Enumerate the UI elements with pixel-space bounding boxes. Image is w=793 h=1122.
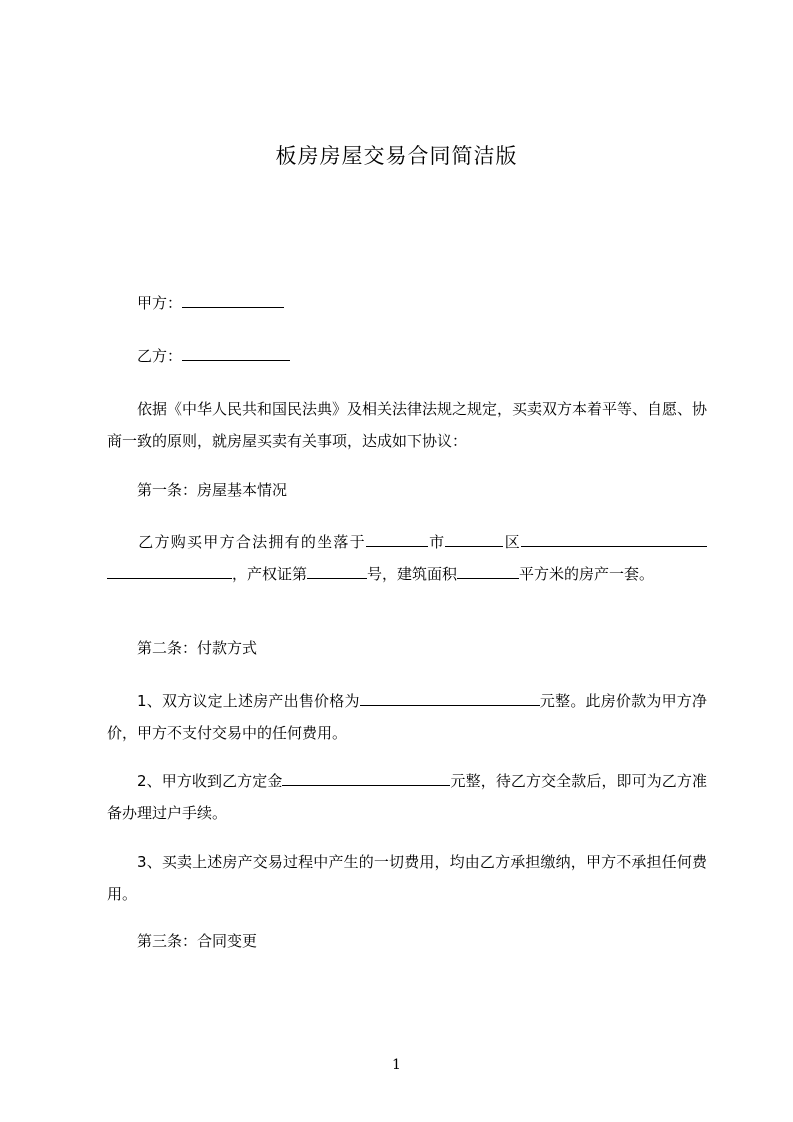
article2-item1: 1、双方议定上述房产出售价格为 元整。此房价款为甲方净价，甲方不支付交易中的任何费用。 — [107, 692, 707, 742]
article3-heading: 第三条：合同变更 — [137, 932, 258, 950]
party-b-label: 乙方： — [137, 347, 183, 365]
document-title: 板房房屋交易合同简洁版 — [275, 144, 518, 168]
party-a-blank — [182, 292, 284, 308]
city-blank — [366, 531, 428, 547]
deposit-blank — [282, 770, 450, 786]
party-b-line — [137, 345, 290, 366]
party-a-label: 甲方： — [137, 294, 183, 312]
page-number: 1 — [392, 1057, 401, 1073]
article1-heading: 第一条：房屋基本情况 — [137, 481, 288, 499]
price-blank — [360, 690, 540, 706]
preamble-text: 依据《中华人民共和国民法典》及相关法律法规之规定，买卖双方本着平等、自愿、协商一致的原则，就房屋买卖有关事项，达成如下协议： — [107, 400, 708, 450]
article2-item3: 3、买卖上述房产交易过程中产生的一切费用，均由乙方承担缴纳，甲方不承担任何费用。 — [107, 853, 707, 903]
article2-item2: 2、甲方收到乙方定金 元整，待乙方交全款后，即可为乙方准备办理过户手续。 — [107, 772, 707, 822]
area-blank — [457, 563, 519, 579]
preamble-paragraph — [107, 393, 707, 457]
certificate-blank — [307, 563, 367, 579]
party-b-blank — [182, 345, 290, 361]
address-blank-2 — [107, 563, 232, 579]
article2-heading: 第二条：付款方式 — [137, 639, 258, 657]
district-blank — [445, 531, 503, 547]
party-a-line — [137, 292, 284, 313]
article1-paragraph: 乙方购买甲方合法拥有的坐落于 市 区，产权证第 号，建筑面积 平方米的房产一套。 — [107, 526, 707, 590]
address-blank-1 — [521, 531, 707, 547]
